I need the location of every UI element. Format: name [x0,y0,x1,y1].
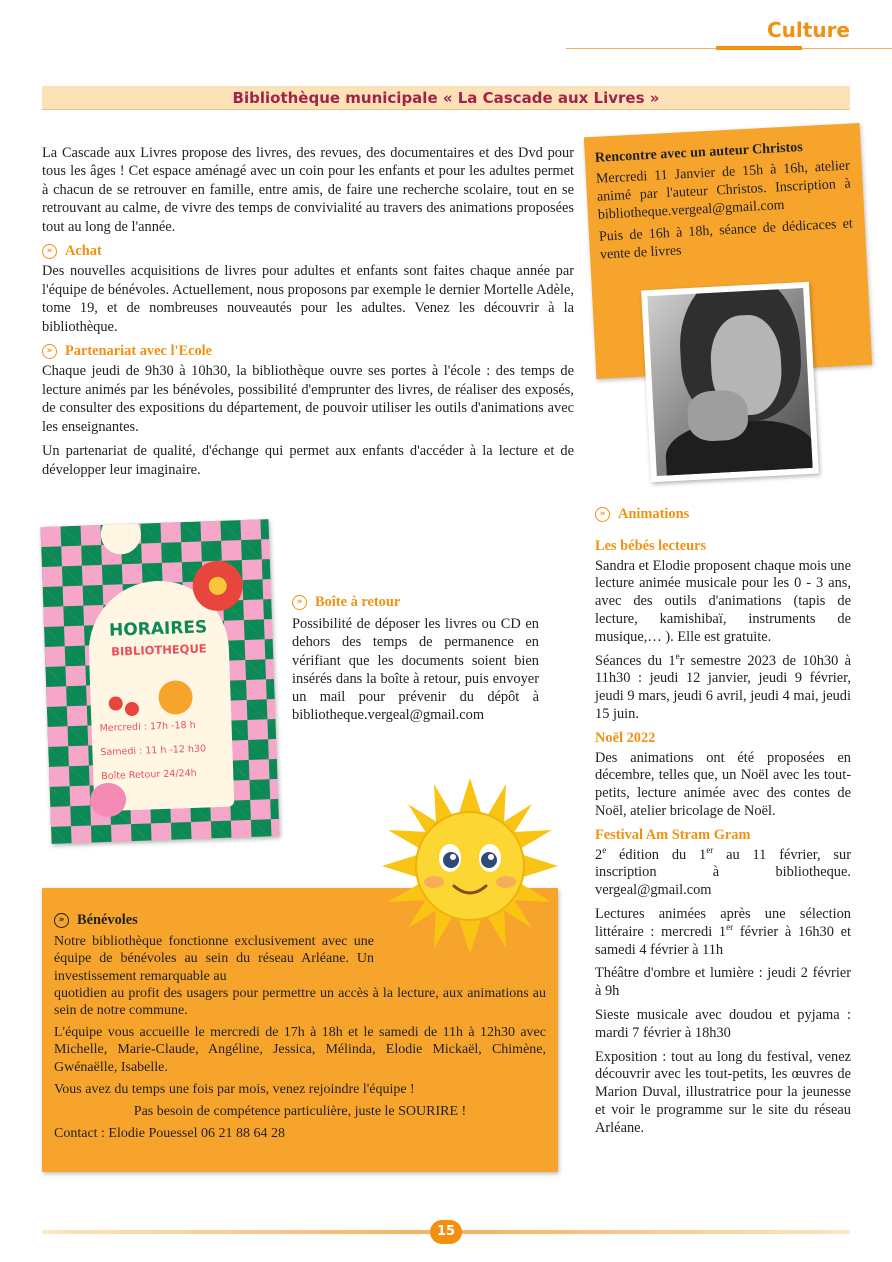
festival-title: Festival Am Stram Gram [595,826,751,843]
author-event-signing: Puis de 16h à 18h, séance de dédicaces et vente de livres [598,216,854,263]
left-column [42,144,574,479]
animations-heading-label: Animations [618,506,690,522]
return-box-heading-label: Boîte à retour [315,594,401,610]
intro-paragraph: La Cascade aux Livres propose des livres, des revues, des documentaires et des Dvd pour tous les âges ! Cet espace aménagé avec un coin pour les enfants et pour les adultes permet à chacun de se retrouver en famille, entre amis, de faire une recherche scolaire, tout en se retrouvant au calme, de vivre des temps de convivialité au travers des animations proposées tout au long de l'année. [42,145,574,235]
partenariat-paragraph-2: Un partenariat de qualité, d'échange qui permet aux enfants d'accéder à la lecture et de développer leur imaginaire. [42,443,574,478]
poster-subtitle: BIBLIOTHEQUE [110,641,207,659]
poster-title: HORAIRES [108,617,208,641]
festival-edition: 2e édition du 1er au 11 février, sur inscription à bibliotheque. vergeal@gmail.com [595,844,851,899]
partenariat-heading-label: Partenariat avec l'Ecole [65,343,213,360]
partenariat-heading [42,342,574,360]
volunteers-contact: Contact : Elodie Pouessel 06 21 88 64 28 [54,1126,285,1142]
volunteers-paragraph-3: Vous avez du temps une fois par mois, venez rejoindre l'équipe ! [54,1081,415,1097]
partenariat-paragraph-1: Chaque jeudi de 9h30 à 10h30, la bibliothèque ouvre ses portes à l'école : des temps de lecture animés par les bénévoles, possibilité d'emprunter des livres, de réaliser des exposés, de consulter des expositions du département, de pouvoir utiliser les outils d'animations avec les enseignantes. [42,363,574,435]
noel-title: Noël 2022 [595,729,656,746]
seances-paragraph: Séances du 1er semestre 2023 de 10h30 à 11h30 : jeudi 12 janvier, jeudi 9 février, jeudi 9 mars, jeudi 6 avril, jeudi 4 mai, jeudi 15 juin. [595,650,851,722]
return-box-heading [292,593,539,611]
page-title: Bibliothèque municipale « La Cascade aux Livres » [42,86,850,110]
hours-poster [41,519,280,844]
page-number: 15 [430,1220,462,1244]
poster-line-return: Boîte Retour 24/24h [101,767,197,783]
volunteers-paragraph-2: L'équipe vous accueille le mercredi de 17h à 18h et le samedi de 11h à 12h30 avec Michelle, Marie-Claude, Angéline, Jessica, Mélinda, Elodie Mickaël, Chimène, Gwénaëlle, Isabelle. [54,1025,546,1075]
bebes-lecteurs-paragraph: Sandra et Elodie proposent chaque mois une lecture animée musicale pour les 0 - 3 ans, avec des outils d'animations (tapis de lecture, kamishibaï, instruments de musique,… ). Elle est gratuite. [595,557,851,645]
chevron-circle-icon: » [292,595,307,610]
chevron-circle-icon: » [595,507,610,522]
festival-sieste: Sieste musicale avec doudou et pyjama : mardi 7 février à 18h30 [595,1006,851,1041]
festival-theatre: Théâtre d'ombre et lumière : jeudi 2 février à 9h [595,965,851,1000]
section-title: Culture [767,18,850,42]
animations-heading [595,506,851,524]
flower-icon [100,519,141,555]
volunteers-paragraph-4: Pas besoin de compétence particulière, juste le SOURIRE ! [133,1104,467,1120]
chevron-circle-icon: » [42,344,57,359]
volunteers-paragraph-1: Notre bibliothèque fonctionne exclusivement avec une équipe de bénévoles au sein du réseau Arléane. Un investissement remarquable au [54,934,374,984]
chevron-circle-icon: » [54,913,69,928]
noel-paragraph: Des animations ont été proposées en décembre, telles que, un Noël avec les tout-petits, lecture animée avec des contes de Noël, atelier bricolage de Noël. [595,749,851,819]
poster-line-saturday: Samedi : 11 h -12 h30 [100,743,207,759]
chevron-circle-icon: » [42,244,57,259]
bebes-lecteurs-title: Les bébés lecteurs [595,537,707,554]
volunteers-heading-label: Bénévoles [77,912,138,928]
achat-heading-label: Achat [65,243,102,260]
author-event-title: Rencontre avec un auteur Christos [594,139,803,166]
festival-lectures: Lectures animées après une sélection littéraire : mercredi 1er février à 16h30 et samedi 4 février à 11h [595,905,851,958]
poster-line-wednesday: Mercredi : 17h -18 h [99,719,196,735]
achat-paragraph: Des nouvelles acquisitions de livres pour adultes et enfants sont faites chaque année par l'équipe de bénévoles. Actuellement, nous proposons par exemple le dernier Mortelle Adèle, tome 19, et de nombreuses nouveautés pour les adultes. Venez les découvrir à la bibliothèque. [42,263,574,335]
author-photo [641,282,819,483]
smiley-icon [90,782,127,817]
volunteers-paragraph-1b: quotidien au profit des usagers pour permettre un accès à la lecture, aux animations au sein de notre commune. [54,985,546,1019]
festival-exposition: Exposition : tout au long du festival, venez découvrir avec les tout-petits, les œuvres de Marion Duval, illustratrice pour la jeunesse et voir le programme sur le site du réseau Arléane. [595,1048,851,1136]
return-box-section [292,593,539,724]
sun-illustration [382,778,558,954]
achat-heading [42,242,574,260]
return-box-paragraph: Possibilité de déposer les livres ou CD en dehors des temps de permanence en vérifiant que les documents soient bien insérés dans la boîte à retour, puis envoyer un mail pour prévenir du dépôt à bibliotheque.vergeal@gmail.com [292,616,539,724]
author-event-details: Mercredi 11 Janvier de 15h à 16h, atelier animé par l'auteur Christos. Inscription à bibliotheque.vergeal@gmail.com [595,158,852,223]
animations-column [595,506,851,1144]
header-accent [716,46,802,50]
